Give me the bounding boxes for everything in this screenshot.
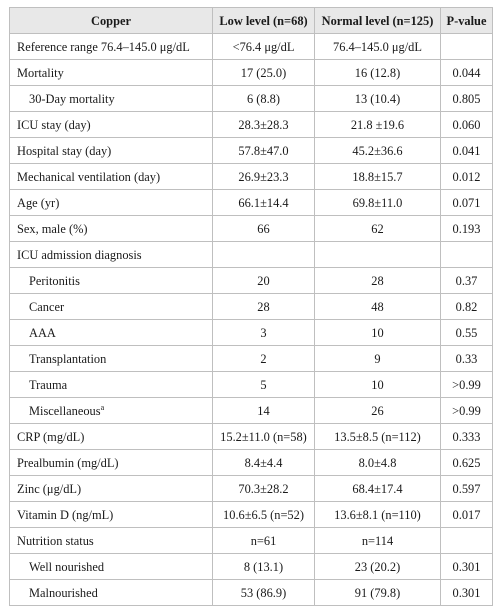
row-label: [10, 502, 213, 528]
table-row: [10, 164, 493, 190]
low-level-value: 15.2±11.0 (n=58): [213, 424, 315, 450]
table-row: [10, 528, 493, 554]
row-label-text: Mechanical ventilation (day): [17, 169, 161, 184]
row-label-text: Zinc (μg/dL): [17, 481, 82, 496]
row-label-text: CRP (mg/dL): [17, 429, 85, 444]
header-copper: Copper: [10, 8, 213, 34]
p-value: [441, 528, 493, 554]
low-level-value: 28: [213, 294, 315, 320]
normal-level-value: 10: [315, 320, 441, 346]
p-value: 0.82: [441, 294, 493, 320]
table-row: [10, 476, 493, 502]
low-level-value: 57.8±47.0: [213, 138, 315, 164]
table-row: [10, 242, 493, 268]
row-label: [10, 398, 213, 424]
table-row: [10, 138, 493, 164]
table-row: [10, 398, 493, 424]
low-level-value: <76.4 μg/dL: [213, 34, 315, 60]
low-level-value: 17 (25.0): [213, 60, 315, 86]
normal-level-value: 45.2±36.6: [315, 138, 441, 164]
row-label-text: Transplantation: [29, 351, 107, 366]
p-value: 0.805: [441, 86, 493, 112]
header-normal-level: Normal level (n=125): [315, 8, 441, 34]
normal-level-value: 26: [315, 398, 441, 424]
row-label: [10, 60, 213, 86]
row-label: [10, 216, 213, 242]
p-value: >0.99: [441, 372, 493, 398]
normal-level-value: 68.4±17.4: [315, 476, 441, 502]
row-label: [10, 138, 213, 164]
normal-level-value: 18.8±15.7: [315, 164, 441, 190]
low-level-value: 2: [213, 346, 315, 372]
table-row: [10, 268, 493, 294]
table-row: [10, 86, 493, 112]
row-label-text: 30-Day mortality: [29, 91, 115, 106]
row-label-text: Vitamin D (ng/mL): [17, 507, 114, 522]
table-row: [10, 346, 493, 372]
p-value: 0.301: [441, 580, 493, 606]
normal-level-value: [315, 242, 441, 268]
row-label-text: AAA: [29, 325, 56, 340]
p-value: >0.99: [441, 398, 493, 424]
normal-level-value: 13.5±8.5 (n=112): [315, 424, 441, 450]
p-value: 0.193: [441, 216, 493, 242]
table-row: [10, 580, 493, 606]
table-row: [10, 450, 493, 476]
low-level-value: 70.3±28.2: [213, 476, 315, 502]
table-row: [10, 60, 493, 86]
copper-comparison-table: [9, 7, 493, 606]
normal-level-value: 48: [315, 294, 441, 320]
row-label-text: Reference range 76.4–145.0 μg/dL: [17, 39, 190, 54]
low-level-value: 6 (8.8): [213, 86, 315, 112]
row-label-text: Mortality: [17, 65, 64, 80]
row-label: [10, 242, 213, 268]
normal-level-value: 76.4–145.0 μg/dL: [315, 34, 441, 60]
row-label: [10, 190, 213, 216]
p-value: 0.33: [441, 346, 493, 372]
row-label-text: ICU admission diagnosis: [17, 247, 142, 262]
row-label: [10, 476, 213, 502]
low-level-value: 66.1±14.4: [213, 190, 315, 216]
p-value: 0.041: [441, 138, 493, 164]
row-label-text: ICU stay (day): [17, 117, 91, 132]
normal-level-value: n=114: [315, 528, 441, 554]
row-label: [10, 346, 213, 372]
normal-level-value: 13 (10.4): [315, 86, 441, 112]
row-label: [10, 450, 213, 476]
header-p-value: P-value: [441, 8, 493, 34]
low-level-value: 53 (86.9): [213, 580, 315, 606]
normal-level-value: 91 (79.8): [315, 580, 441, 606]
table-header: [10, 8, 493, 34]
p-value: 0.55: [441, 320, 493, 346]
p-value: 0.012: [441, 164, 493, 190]
row-label-text: Age (yr): [17, 195, 60, 210]
header-row: [10, 8, 493, 34]
footnote-marker: a: [100, 402, 105, 412]
row-label-text: Hospital stay (day): [17, 143, 112, 158]
normal-level-value: 69.8±11.0: [315, 190, 441, 216]
table-row: [10, 320, 493, 346]
row-label: [10, 320, 213, 346]
table-row: [10, 554, 493, 580]
row-label: [10, 268, 213, 294]
p-value: 0.625: [441, 450, 493, 476]
p-value: [441, 242, 493, 268]
normal-level-value: 9: [315, 346, 441, 372]
low-level-value: [213, 242, 315, 268]
low-level-value: 5: [213, 372, 315, 398]
row-label: [10, 34, 213, 60]
low-level-value: 8.4±4.4: [213, 450, 315, 476]
row-label-text: Sex, male (%): [17, 221, 88, 236]
row-label-text: Prealbumin (mg/dL): [17, 455, 119, 470]
normal-level-value: 62: [315, 216, 441, 242]
low-level-value: n=61: [213, 528, 315, 554]
row-label-text: Cancer: [29, 299, 65, 314]
row-label-text: Miscellaneous: [29, 403, 101, 418]
p-value: 0.301: [441, 554, 493, 580]
low-level-value: 8 (13.1): [213, 554, 315, 580]
table-row: [10, 294, 493, 320]
normal-level-value: 23 (20.2): [315, 554, 441, 580]
header-low-level: Low level (n=68): [213, 8, 315, 34]
row-label-text: Well nourished: [29, 559, 105, 574]
table-row: [10, 372, 493, 398]
table-row: [10, 424, 493, 450]
low-level-value: 14: [213, 398, 315, 424]
low-level-value: 66: [213, 216, 315, 242]
normal-level-value: 28: [315, 268, 441, 294]
row-label: [10, 86, 213, 112]
normal-level-value: 8.0±4.8: [315, 450, 441, 476]
low-level-value: 20: [213, 268, 315, 294]
p-value: 0.044: [441, 60, 493, 86]
normal-level-value: 21.8 ±19.6: [315, 112, 441, 138]
table-row: [10, 112, 493, 138]
p-value: 0.37: [441, 268, 493, 294]
p-value: 0.597: [441, 476, 493, 502]
row-label: [10, 164, 213, 190]
p-value: 0.017: [441, 502, 493, 528]
row-label: [10, 580, 213, 606]
row-label: [10, 554, 213, 580]
p-value: [441, 34, 493, 60]
table-row: [10, 216, 493, 242]
row-label: [10, 112, 213, 138]
table-body: [10, 34, 493, 606]
normal-level-value: 10: [315, 372, 441, 398]
low-level-value: 26.9±23.3: [213, 164, 315, 190]
row-label: [10, 372, 213, 398]
p-value: 0.333: [441, 424, 493, 450]
table-row: [10, 34, 493, 60]
row-label: [10, 294, 213, 320]
row-label-text: Malnourished: [29, 585, 98, 600]
row-label: [10, 424, 213, 450]
normal-level-value: 16 (12.8): [315, 60, 441, 86]
low-level-value: 3: [213, 320, 315, 346]
row-label-text: Nutrition status: [17, 533, 94, 548]
row-label: [10, 528, 213, 554]
table-row: [10, 502, 493, 528]
table-row: [10, 190, 493, 216]
low-level-value: 10.6±6.5 (n=52): [213, 502, 315, 528]
row-label-text: Trauma: [29, 377, 68, 392]
p-value: 0.071: [441, 190, 493, 216]
row-label-text: Peritonitis: [29, 273, 80, 288]
low-level-value: 28.3±28.3: [213, 112, 315, 138]
p-value: 0.060: [441, 112, 493, 138]
normal-level-value: 13.6±8.1 (n=110): [315, 502, 441, 528]
